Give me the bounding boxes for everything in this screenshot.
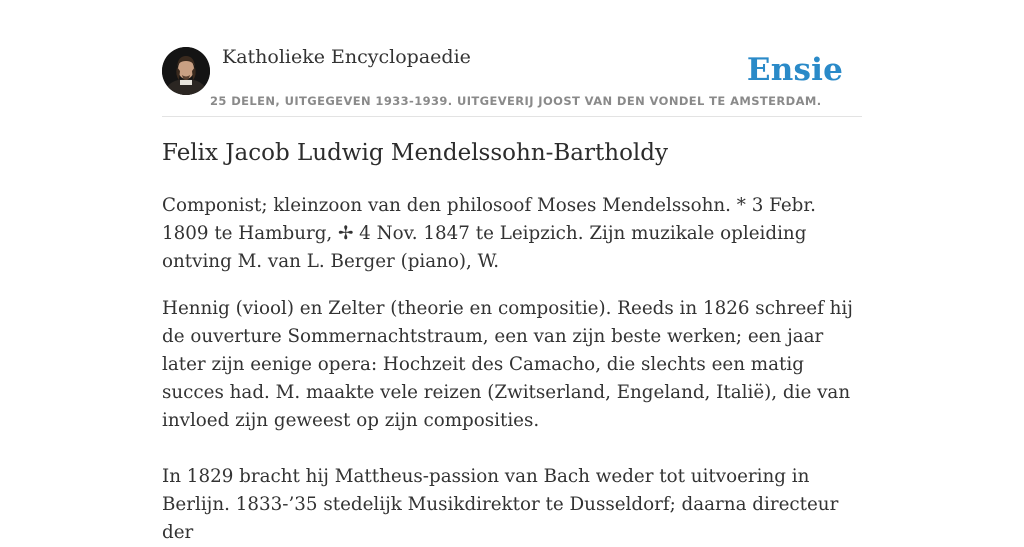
source-header [162, 0, 862, 117]
article-paragraph: Componist; kleinzoon van den philosoof Moses Mendelssohn. * 3 Febr. 1809 te Hamburg, ✢ 4 Nov. 1847 te Leipzich. Zijn muzikale opleiding ontving M. van L. Berger (piano), W. [162, 195, 816, 272]
source-title[interactable]: Katholieke Encyclopaedie [222, 46, 471, 68]
article-paragraph: In 1829 bracht hij Mattheus-passion van Bach weder tot uitvoering in Berlijn. 1833-’35 stedelijk Musikdirektor te Dusseldorf; daarna directeur der [162, 466, 839, 543]
article-title: Felix Jacob Ludwig Mendelssohn-Bartholdy [162, 140, 668, 166]
ensie-logo[interactable]: Ensie [746, 52, 843, 88]
portrait-avatar-icon[interactable] [162, 47, 210, 95]
page-content [162, 0, 862, 543]
source-subtitle: 25 DELEN, UITGEGEVEN 1933-1939. UITGEVERIJ JOOST VAN DEN VONDEL TE AMSTERDAM. [210, 94, 822, 108]
article-paragraph: Hennig (viool) en Zelter (theorie en compositie). Reeds in 1826 schreef hij de ouverture Sommernachtstraum, een van zijn beste werken; een jaar later zijn eenige opera: Hochzeit des Camacho, die slechts een matig succes had. M. maakte vele reizen (Zwitserland, Engeland, Italië), die van invloed zijn geweest op zijn composities. [162, 298, 853, 431]
